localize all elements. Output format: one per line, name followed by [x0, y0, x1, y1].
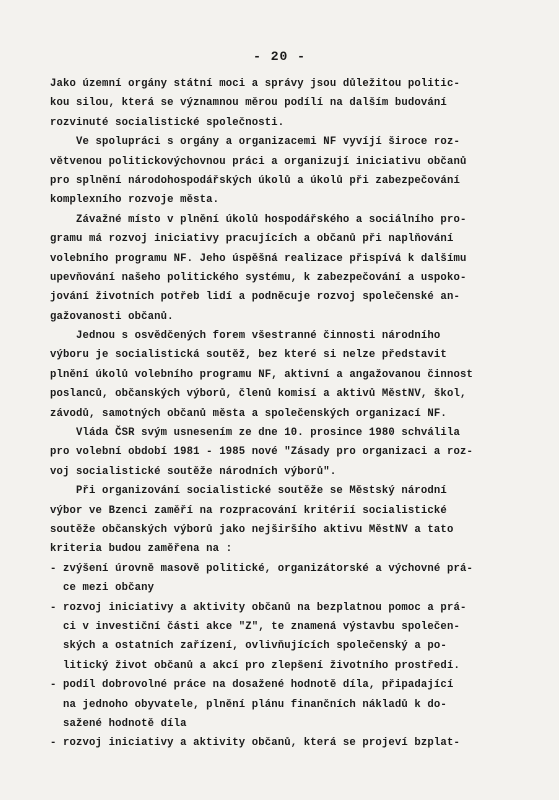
text-line: výboru je socialistická soutěž, bez které si nelze představit: [50, 349, 447, 362]
text-line: plnění úkolů volebního programu NF, aktivní a angažovanou činnost: [50, 368, 473, 381]
text-line: pro volební období 1981 - 1985 nové "Zásady pro organizaci a roz-: [50, 446, 473, 459]
text-line: pro splnění národohospodářských úkolů a úkolů při zabezpečování: [50, 174, 460, 187]
text-line: soutěže občanských výborů jako nejširšího aktivu MěstNV a tato: [50, 523, 454, 536]
text-line: ce mezi občany: [50, 582, 155, 595]
text-line: Závažné místo v plnění úkolů hospodářského a sociálního pro-: [50, 213, 467, 226]
text-line: - rozvoj iniciativy a aktivity občanů, která se projeví bzplat-: [50, 737, 460, 750]
text-line: Jako územní orgány státní moci a správy jsou důležitou politic-: [50, 78, 460, 90]
text-line: na jednoho obyvatele, plnění plánu finančních nákladů k do-: [50, 698, 447, 711]
text-line: ci v investiční části akce "Z", te znamená výstavbu společen-: [50, 620, 460, 633]
page-number: - 20 -: [253, 49, 306, 64]
text-line: ských a ostatních zařízení, ovlivňujících společenský a po-: [50, 640, 447, 653]
text-line: volebního programu NF. Jeho úspěšná realizace přispívá k dalšímu: [50, 252, 467, 265]
text-line: kou silou, která se významnou měrou podílí na dalším budování: [50, 97, 447, 110]
text-line: komplexního rozvoje města.: [50, 194, 220, 207]
text-line: kriteria budou zaměřena na :: [50, 543, 233, 556]
text-line: větvenou politickovýchovnou práci a organizují iniciativu občanů: [50, 155, 467, 168]
text-line: - zvýšení úrovně masově politické, organizátorské a výchovné prá-: [50, 562, 473, 575]
text-line: gažovanosti občanů.: [50, 310, 174, 323]
text-line: jování životních potřeb lidí a podněcuje rozvoj společenské an-: [50, 291, 460, 304]
text-line: litický život občanů a akcí pro zlepšení životního prostředí.: [50, 659, 460, 672]
body-text: [50, 75, 475, 754]
text-line: - rozvoj iniciativy a aktivity občanů na bezplatnou pomoc a prá-: [50, 601, 467, 614]
text-line: závodů, samotných občanů města a společenských organizací NF.: [50, 407, 447, 420]
text-line: - podíl dobrovolné práce na dosažené hodnotě díla, připadající: [50, 679, 454, 692]
text-line: rozvinuté socialistické společnosti.: [50, 116, 285, 129]
text-line: upevňování našeho politického systému, k zabezpečování a uspoko-: [50, 271, 467, 284]
text-line: Vláda ČSR svým usnesením ze dne 10. prosince 1980 schválila: [50, 427, 460, 440]
text-line: Ve spolupráci s orgány a organizacemi NF vyvíjí široce roz-: [50, 136, 460, 149]
text-line: výbor ve Bzenci zaměří na rozpracování kritérií socialistické: [50, 504, 447, 517]
text-line: voj socialistické soutěže národních výborů".: [50, 465, 337, 478]
text-line: Při organizování socialistické soutěže se Městský národní: [50, 485, 447, 498]
text-line: poslanců, občanských výborů, členů komisí a aktivů MěstNV, škol,: [50, 388, 467, 401]
text-line: sažené hodnotě díla: [50, 717, 187, 730]
text-line: Jednou s osvědčených forem všestranné činnosti národního: [50, 330, 441, 343]
text-line: gramu má rozvoj iniciativy pracujících a občanů při naplňování: [50, 233, 454, 246]
